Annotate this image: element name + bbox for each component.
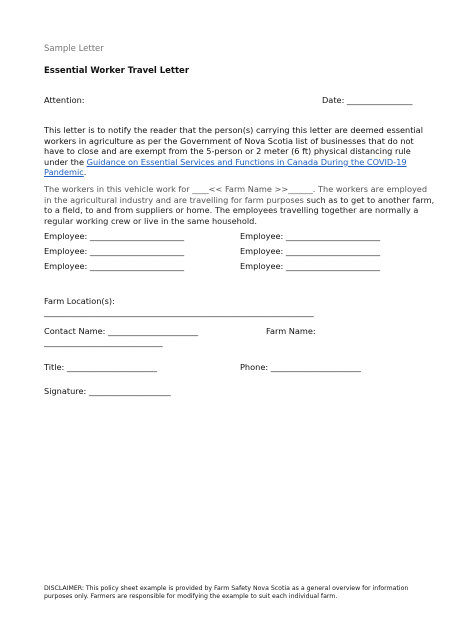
signature-field: Signature: ____________________ xyxy=(44,386,171,396)
farm-name-field: Farm Name: xyxy=(266,326,316,336)
intro-paragraph xyxy=(44,125,436,178)
intro-end: . xyxy=(83,167,87,178)
letter-title: Essential Worker Travel Letter xyxy=(44,66,190,76)
date-field: Date: ________________ xyxy=(322,95,413,105)
contact-name-field: Contact Name: ______________________ xyxy=(44,326,199,336)
workers-paragraph xyxy=(44,184,436,226)
workers-rest-text: such as to get to another farm, to a field, to and from suppliers or home. The employees travelling together are normally a regular working crew or live in the same household. xyxy=(44,194,435,226)
employee-line: Employee: _______________________ xyxy=(240,261,381,271)
workers-lead: The workers in this vehicle work for xyxy=(44,184,193,194)
title-field: Title: ______________________ xyxy=(44,362,157,372)
employee-line: Employee: _______________________ xyxy=(44,231,185,241)
employee-line: Employee: _______________________ xyxy=(240,231,381,241)
farm-location-line: _______________________________________________________________________ xyxy=(44,307,314,317)
workers-employed-text: . The workers are employed in the agricultural industry and are travelling for farm purposes xyxy=(44,184,428,205)
employee-line: Employee: _______________________ xyxy=(240,246,381,256)
sample-letter-label: Sample Letter xyxy=(44,44,104,54)
farm-location-label: Farm Location(s): xyxy=(44,296,115,306)
disclaimer-text: DISCLAIMER: This policy sheet example is provided by Farm Safety Nova Scotia as a general overview for information purposes only. Farmers are responsible for modifying the example to suit each individual farm. xyxy=(44,585,409,601)
farm-name-placeholder: ____<< Farm Name >>______ xyxy=(192,184,313,194)
guidance-link[interactable]: Guidance on Essential Services and Functions in Canada During the COVID-19 Pandemic xyxy=(44,156,407,178)
employee-line: Employee: _______________________ xyxy=(44,246,185,256)
employee-line: Employee: _______________________ xyxy=(44,261,185,271)
phone-field: Phone: ______________________ xyxy=(240,362,361,372)
intro-text: This letter is to notify the reader that the person(s) carrying this letter are deemed essential workers in agriculture as per the Government of Nova Scotia list of businesses that do not have to close and are exempt from the 5-person or 2 meter (6 ft) physical distancing rule under the xyxy=(44,125,423,167)
attention-field: Attention: xyxy=(44,95,85,105)
contact-name-line2: _____________________________ xyxy=(44,337,163,347)
